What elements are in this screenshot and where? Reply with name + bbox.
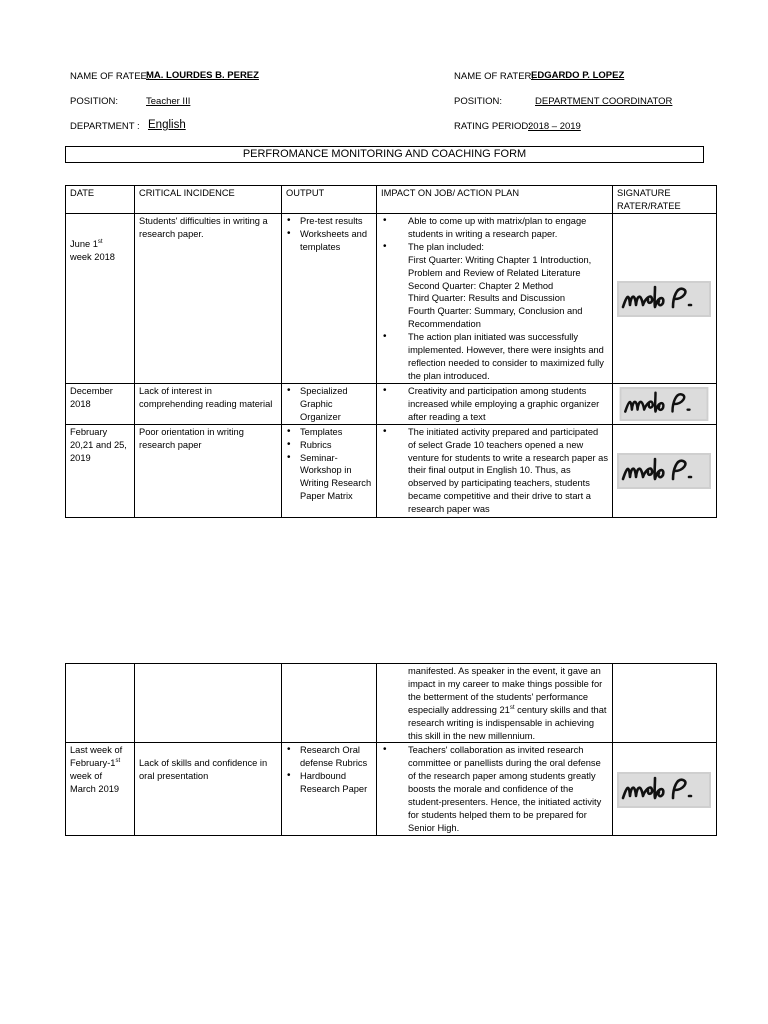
impact-item-text: The plan included:	[408, 241, 484, 252]
rater-position: DEPARTMENT COORDINATOR	[535, 96, 673, 107]
row-date-text: June 1	[70, 238, 98, 249]
row-incidence	[135, 664, 282, 743]
impact-item: • Creativity and participation among students increased while employing a graphic organizer after reading a text	[381, 385, 608, 424]
impact-text-b: century skills and that research writing is indispensable in achieving this skill in the new millennium.	[408, 704, 607, 741]
row-date-text: Last week of February-1	[70, 745, 123, 769]
row-output	[282, 743, 377, 835]
row-impact	[377, 384, 613, 425]
row-signature	[613, 664, 717, 743]
col-header-output: OUTPUT	[282, 186, 377, 214]
row-incidence: Lack of skills and confidence in oral presentation	[135, 743, 282, 835]
signature-image	[617, 387, 711, 421]
row-date-sup: st	[97, 238, 103, 245]
impact-continuation	[381, 665, 608, 742]
row-impact	[377, 424, 613, 517]
rater-position-label: POSITION:	[454, 96, 503, 107]
row-signature	[613, 214, 717, 384]
output-item: • Templates	[286, 426, 372, 439]
ratee-position: Teacher III	[146, 96, 191, 107]
col-header-date: DATE	[66, 186, 135, 214]
row-date	[66, 214, 135, 384]
impact-item: • The initiated activity prepared and participated of select Grade 10 teachers opened a new venture for students to write a research paper as their final output in English 10. Thus, as observed by participating teachers, students became competitive and their drive to start a research paper was	[381, 426, 608, 516]
output-item: • Research Oral defense Rubrics	[286, 744, 372, 770]
table-row	[66, 384, 717, 425]
row-date	[66, 743, 135, 835]
col-header-signature	[613, 186, 717, 214]
row-date-text-b: week of March 2019	[70, 771, 120, 795]
row-impact	[377, 214, 613, 384]
rating-period-label: RATING PERIOD:	[454, 121, 531, 132]
table-row	[66, 214, 717, 384]
table-header-row	[66, 186, 717, 214]
row-date	[66, 664, 135, 743]
coaching-table	[65, 185, 717, 518]
row-signature	[613, 424, 717, 517]
row-output	[282, 384, 377, 425]
row-output	[282, 214, 377, 384]
row-date-sup: st	[115, 758, 121, 765]
plan-line: Third Quarter: Results and Discussion	[408, 293, 566, 304]
signature-image	[617, 453, 711, 489]
form-title: PERFROMANCE MONITORING AND COACHING FORM	[65, 146, 704, 163]
coaching-table-continued	[65, 663, 717, 836]
impact-sup: st	[509, 704, 515, 711]
department-label: DEPARTMENT :	[70, 121, 140, 132]
row-signature	[613, 743, 717, 835]
table-row	[66, 743, 717, 835]
position-label: POSITION:	[70, 96, 119, 107]
row-incidence: Students' difficulties in writing a research paper.	[135, 214, 282, 384]
signature-image	[617, 281, 711, 317]
table-row	[66, 664, 717, 743]
ratee-name: MA. LOURDES B. PEREZ	[146, 70, 259, 81]
output-item: • Pre-test results	[286, 215, 372, 228]
output-item: • Specialized Graphic Organizer	[286, 385, 372, 424]
row-signature	[613, 384, 717, 425]
col-header-incidence: CRITICAL INCIDENCE	[135, 186, 282, 214]
output-item: • Worksheets and templates	[286, 228, 372, 254]
output-item: • Seminar-Workshop in Writing Research Paper Matrix	[286, 452, 372, 504]
row-output	[282, 664, 377, 743]
row-impact	[377, 664, 613, 743]
rater-name: EDGARDO P. LOPEZ	[531, 70, 625, 81]
row-incidence: Poor orientation in writing research paper	[135, 424, 282, 517]
output-item: • Hardbound Research Paper	[286, 770, 372, 796]
plan-line: Fourth Quarter: Summary, Conclusion and Recommendation	[408, 306, 583, 330]
impact-text: manifested. As speaker in the event, it gave an impact in my career to make things possible for the betterment of the students' performance especially addressing 21	[408, 666, 603, 715]
rating-period: 2018 – 2019	[528, 121, 581, 132]
col-header-signature-line1: SIGNATURE	[617, 188, 671, 198]
plan-line: Second Quarter: Chapter 2 Method	[408, 280, 554, 291]
department-value: English	[148, 119, 186, 131]
impact-item: • The action plan initiated was successfully implemented. However, there were insights and reflection needed to consider to maximized fully the plan introduced.	[381, 331, 608, 383]
ratee-label: NAME OF RATEE:	[70, 71, 150, 82]
output-item: • Rubrics	[286, 439, 372, 452]
row-date: December 2018	[66, 384, 135, 425]
rater-label: NAME OF RATER:	[454, 71, 535, 82]
impact-item	[381, 241, 608, 331]
row-impact	[377, 743, 613, 835]
row-incidence: Lack of interest in comprehending reading material	[135, 384, 282, 425]
col-header-impact: IMPACT ON JOB/ ACTION PLAN	[377, 186, 613, 214]
impact-item: • Teachers' collaboration as invited research committee or panellists during the oral defense of the research paper among students greatly boosts the morale and confidence of the student-presenters. Hence, the initiated activity for students helped them to be prepared for Senior High.	[381, 744, 608, 834]
row-date-text-b: week 2018	[70, 251, 115, 262]
impact-item: • Able to come up with matrix/plan to engage students in writing a research paper.	[381, 215, 608, 241]
plan-line: First Quarter: Writing Chapter 1 Introduction, Problem and Review of Related Literature	[408, 254, 592, 278]
row-date: February 20,21 and 25, 2019	[66, 424, 135, 517]
signature-image	[617, 772, 711, 808]
table-row	[66, 424, 717, 517]
row-output	[282, 424, 377, 517]
col-header-signature-line2: RATER/RATEE	[617, 200, 681, 211]
